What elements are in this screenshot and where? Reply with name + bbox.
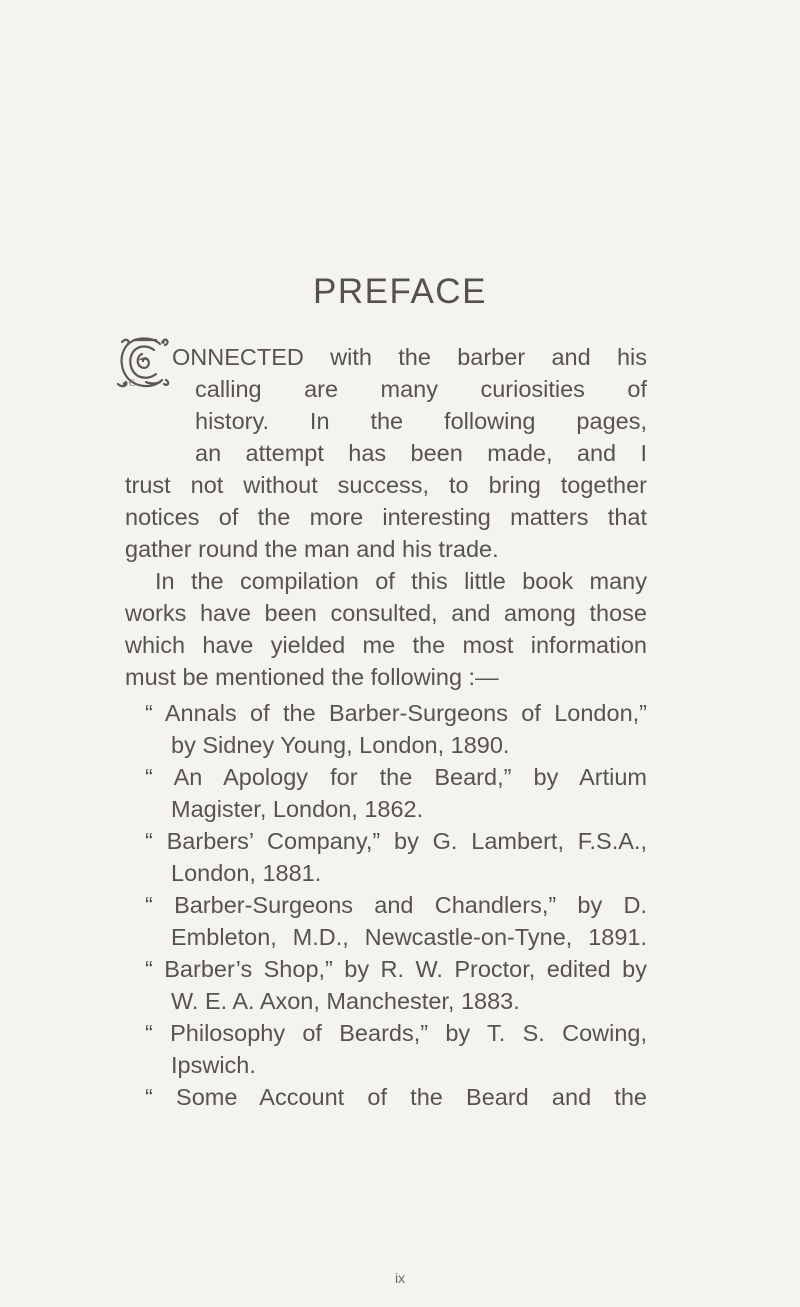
paragraph1-line-6: notices of the more interesting matters that xyxy=(125,504,647,530)
reference-line-12: Ipswich. xyxy=(171,1052,256,1078)
reference-line-4: Magister, London, 1862. xyxy=(171,796,424,822)
reference-line-10: W. E. A. Axon, Manchester, 1883. xyxy=(171,988,520,1014)
paragraph1-line-4: an attempt has been made, and I xyxy=(195,440,647,466)
page-number: ix xyxy=(394,1270,406,1286)
paragraph2-line-1: In the compilation of this little book many xyxy=(155,568,647,594)
paragraph1-line-3: history. In the following pages, xyxy=(195,408,647,434)
reference-line-11: “ Philosophy of Beards,” by T. S. Cowing, xyxy=(145,1020,647,1046)
paragraph1-line-7: gather round the man and his trade. xyxy=(125,536,499,562)
reference-line-7: “ Barber-Surgeons and Chandlers,” by D. xyxy=(145,892,647,918)
paragraph1-line-5: trust not without success, to bring together xyxy=(125,472,647,498)
initial-letter: C xyxy=(129,378,136,388)
reference-line-13: “ Some Account of the Beard and the xyxy=(145,1084,647,1110)
reference-line-3: “ An Apology for the Beard,” by Artium xyxy=(145,764,647,790)
reference-line-5: “ Barbers’ Company,” by G. Lambert, F.S.A., xyxy=(145,828,647,854)
paragraph1-line-1: ONNECTED with the barber and his xyxy=(172,344,647,370)
paragraph2-line-3: which have yielded me the most information xyxy=(125,632,647,658)
paragraph2-line-2: works have been consulted, and among those xyxy=(125,600,647,626)
reference-line-2: by Sidney Young, London, 1890. xyxy=(171,732,510,758)
paragraph1-line-2: calling are many curiosities of xyxy=(195,376,647,402)
ornamental-initial-c-icon xyxy=(116,334,170,390)
reference-line-9: “ Barber’s Shop,” by R. W. Proctor, edited by xyxy=(145,956,647,982)
reference-line-1: “ Annals of the Barber-Surgeons of London,” xyxy=(145,700,647,726)
reference-line-8: Embleton, M.D., Newcastle-on-Tyne, 1891. xyxy=(171,924,647,950)
paragraph2-line-4: must be mentioned the following :— xyxy=(125,664,499,690)
page-title: PREFACE xyxy=(313,272,487,311)
reference-line-6: London, 1881. xyxy=(171,860,322,886)
